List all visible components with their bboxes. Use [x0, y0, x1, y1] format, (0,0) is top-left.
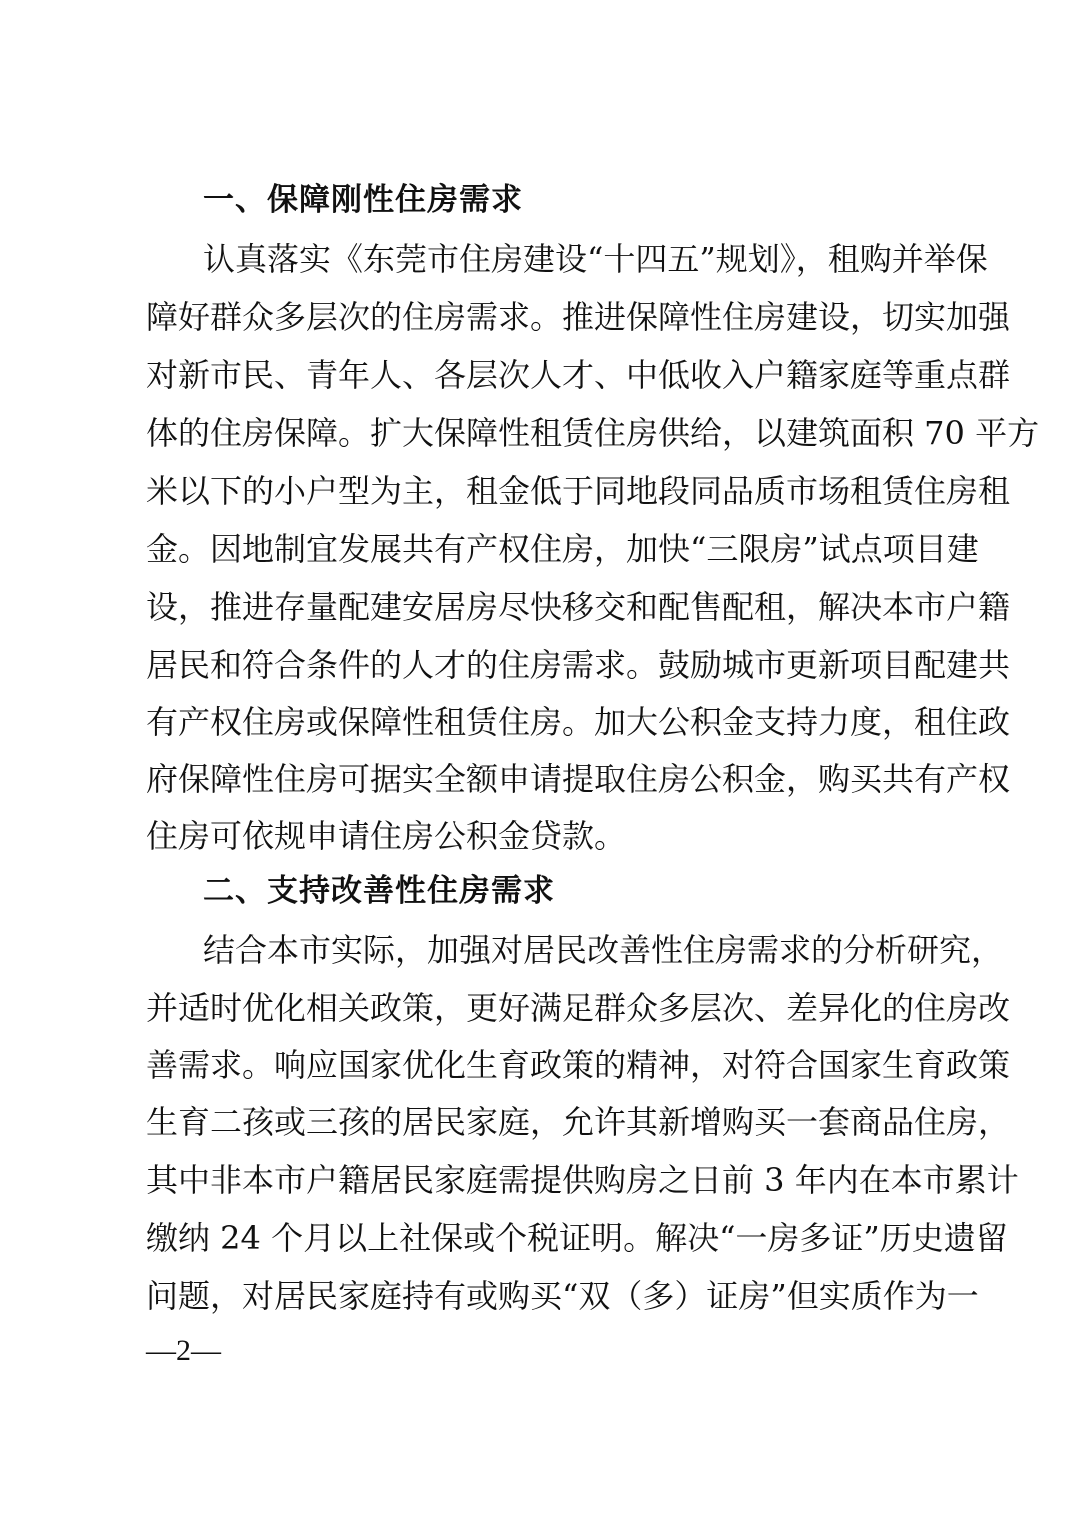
- paragraph-line: 有产权住房或保障性租赁住房。加大公积金支持力度，租住政: [146, 703, 1011, 741]
- paragraph-line: 居民和符合条件的人才的住房需求。鼓励城市更新项目配建共: [146, 646, 1011, 684]
- paragraph-line: 缴纳 24 个月以上社保或个税证明。解决“一房多证”历史遗留: [146, 1219, 1008, 1257]
- section-1-heading: 一、保障刚性住房需求: [203, 182, 523, 218]
- paragraph-line: 善需求。响应国家优化生育政策的精神，对符合国家生育政策: [146, 1046, 1011, 1084]
- paragraph-line: 生育二孩或三孩的居民家庭，允许其新增购买一套商品住房，: [146, 1103, 1011, 1141]
- paragraph-line: 金。因地制宜发展共有产权住房，加快“三限房”试点项目建: [146, 530, 979, 568]
- paragraph-line: 设，推进存量配建安居房尽快移交和配售配租，解决本市户籍: [146, 588, 1011, 626]
- paragraph-line: 米以下的小户型为主，租金低于同地段同品质市场租赁住房租: [146, 472, 1011, 510]
- page-number: —2—: [146, 1334, 221, 1367]
- paragraph-line: 体的住房保障。扩大保障性租赁住房供给，以建筑面积 70 平方: [146, 414, 1040, 452]
- paragraph-line: 对新市民、青年人、各层次人才、中低收入户籍家庭等重点群: [146, 356, 1011, 394]
- section-2-heading: 二、支持改善性住房需求: [203, 873, 555, 909]
- paragraph-line: 其中非本市户籍居民家庭需提供购房之日前 3 年内在本市累计: [146, 1161, 1019, 1199]
- paragraph-line: 住房可依规申请住房公积金贷款。: [146, 817, 627, 855]
- paragraph-line: 障好群众多层次的住房需求。推进保障性住房建设，切实加强: [146, 298, 1011, 336]
- paragraph-line: 府保障性住房可据实全额申请提取住房公积金，购买共有产权: [146, 760, 1011, 798]
- paragraph-line: 并适时优化相关政策，更好满足群众多层次、差异化的住房改: [146, 989, 1011, 1027]
- paragraph-line: 结合本市实际，加强对居民改善性住房需求的分析研究，: [203, 931, 1004, 969]
- paragraph-line: 认真落实《东莞市住房建设“十四五”规划》，租购并举保: [203, 240, 988, 278]
- paragraph-line: 问题，对居民家庭持有或购买“双（多）证房”但实质作为一: [146, 1277, 979, 1315]
